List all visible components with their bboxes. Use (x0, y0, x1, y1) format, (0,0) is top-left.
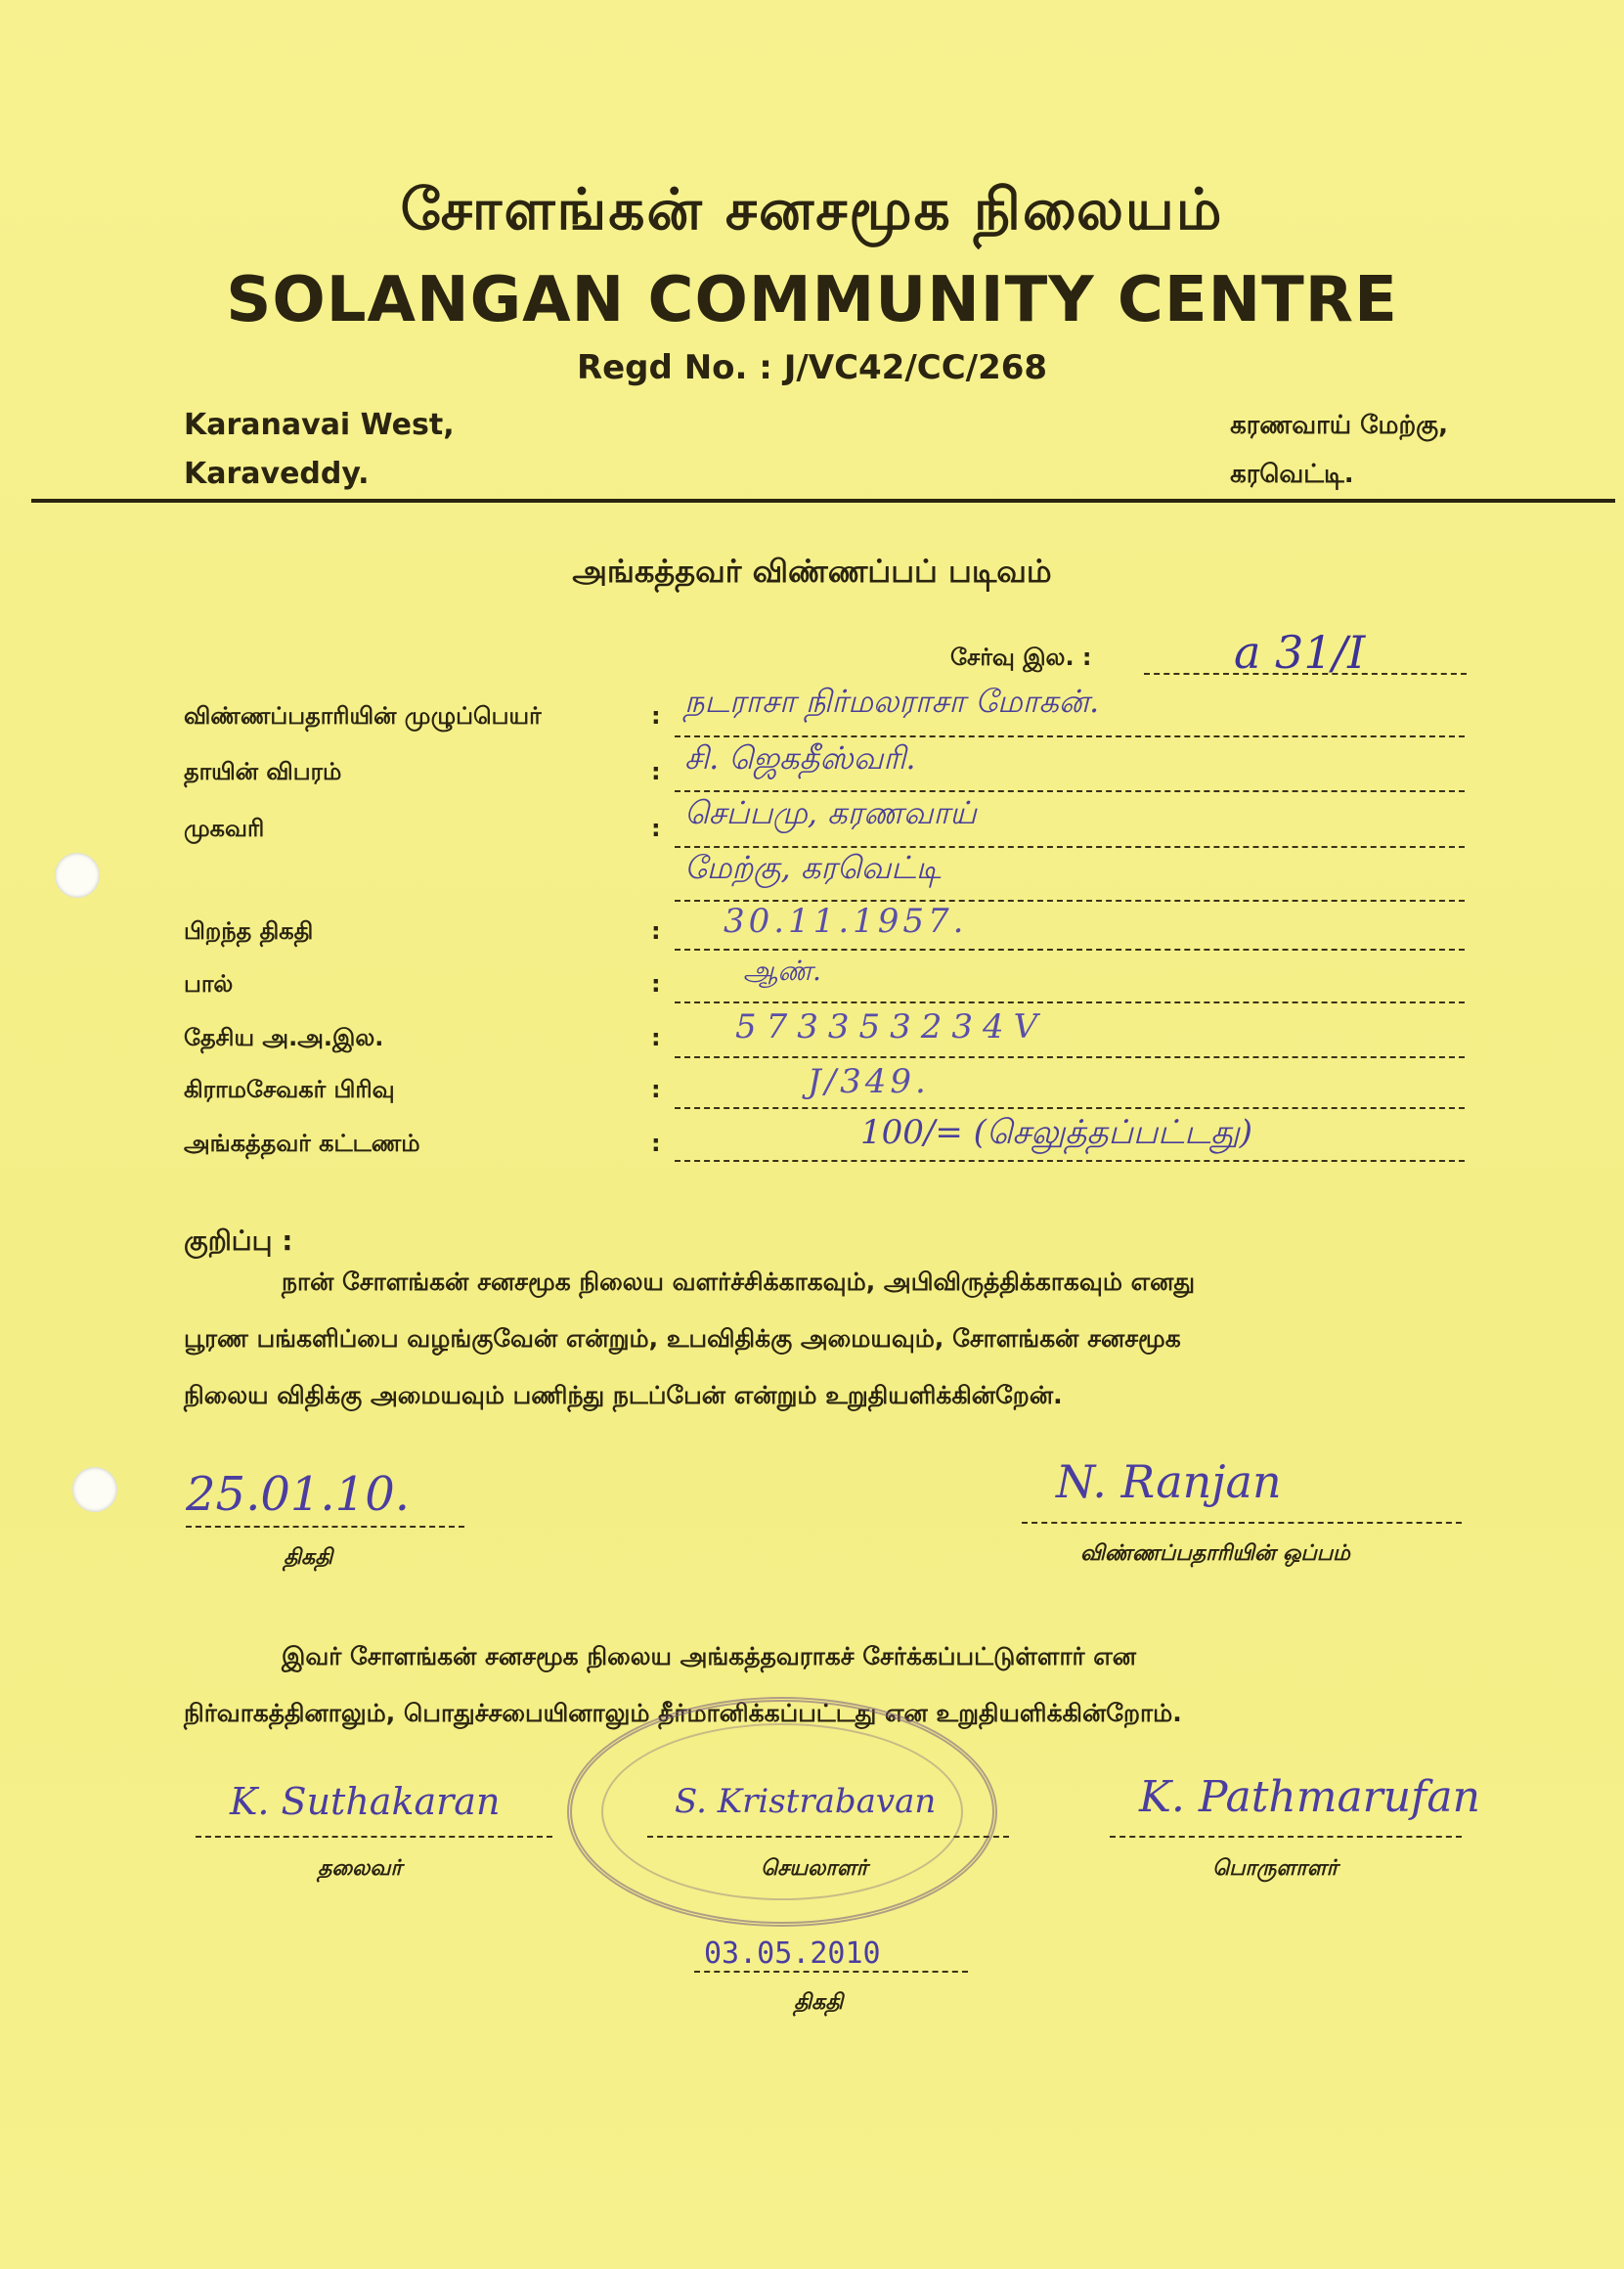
address-ta-line2: கரவெட்டி. (1230, 460, 1354, 489)
address-ta-line1: கரணவாய் மேற்கு, (1230, 411, 1448, 440)
punch-hole-bottom (72, 1467, 117, 1512)
field-line-dob (675, 949, 1465, 951)
approval-line-2: நிர்வாகத்தினாலும், பொதுச்சபையினாலும் தீர்மானிக்கப்பட்டது என உறுதியளிக்கின்றோம். (184, 1699, 1182, 1727)
field-line-fee (675, 1160, 1465, 1162)
field-label-fee: அங்கத்தவர் கட்டணம் (184, 1130, 420, 1157)
field-line-sex (675, 1001, 1465, 1003)
colon: : (651, 702, 661, 730)
colon: : (651, 1024, 661, 1051)
colon: : (651, 1076, 661, 1103)
field-label-nic: தேசிய அ.அ.இல. (184, 1024, 384, 1051)
colon: : (651, 917, 661, 945)
membership-no-label: சேர்வு இல. : (950, 644, 1092, 671)
punch-hole-top (55, 853, 100, 898)
field-value-nic: 573353234V (735, 1007, 1048, 1046)
applicant-signature: N. Ranjan (1056, 1455, 1282, 1508)
field-line-fullname (675, 735, 1465, 737)
field-value-dob: 30.11.1957. (724, 902, 968, 941)
field-value-sex: ஆண். (743, 955, 821, 987)
title-tamil: சோளங்கன் சனசமூக நிலையம் (400, 176, 1224, 243)
form-title: அங்கத்தவர் விண்ணப்பப் படிவம் (572, 553, 1052, 590)
field-value-gs-division: J/349. (808, 1062, 930, 1101)
field-line-gs-division (675, 1107, 1465, 1109)
field-label-address: முகவரி (184, 815, 265, 842)
membership-no-value: a 31/I (1234, 626, 1366, 679)
field-line-address-1 (675, 846, 1465, 848)
secretary-label: செயலாளர் (761, 1856, 868, 1881)
field-value-address-2: மேற்கு, கரவெட்டி (684, 849, 942, 886)
field-value-fee: 100/= (செலுத்தப்பட்டது) (860, 1113, 1252, 1152)
treasurer-signature: K. Pathmarufan (1139, 1772, 1480, 1822)
secretary-signature-line (647, 1836, 1009, 1838)
secretary-signature: S. Kristrabavan (675, 1782, 937, 1821)
field-value-mother: சி. ஜெகதீஸ்வரி. (684, 739, 916, 777)
treasurer-label: பொருளாளர் (1212, 1856, 1339, 1881)
president-signature-line (196, 1836, 552, 1838)
applicant-signature-line (1022, 1522, 1462, 1524)
approval-date-label: திகதி (794, 1990, 844, 2015)
header-divider (31, 499, 1615, 503)
field-value-fullname: நடராசா நிர்மலராசா மோகன். (684, 683, 1100, 720)
president-label: தலைவர் (318, 1856, 402, 1881)
registration-number: Regd No. : J/VC42/CC/268 (576, 348, 1048, 387)
field-label-mother: தாயின் விபரம் (184, 758, 342, 785)
field-line-nic (675, 1056, 1465, 1058)
treasurer-signature-line (1110, 1836, 1462, 1838)
address-tamil (1230, 401, 1448, 499)
approval-line-1: இவர் சோளங்கன் சனசமூக நிலைய அங்கத்தவராகச் சேர்க்கப்பட்டுள்ளார் என (282, 1642, 1137, 1670)
field-line-mother (675, 790, 1465, 792)
note-heading: குறிப்பு : (184, 1224, 293, 1257)
title-english: SOLANGAN COMMUNITY CENTRE (226, 264, 1398, 336)
colon: : (651, 970, 661, 998)
approval-date-value: 03.05.2010 (704, 1936, 881, 1971)
field-label-fullname: விண்ணப்பதாரியின் முழுப்பெயர் (184, 702, 542, 730)
note-line-3: நிலைய விதிக்கு அமையவும் பணிந்து நடப்பேன் என்றும் உறுதியளிக்கின்றேன். (184, 1381, 1063, 1409)
applicant-date-value: 25.01.10. (186, 1467, 411, 1522)
note-line-2: பூரண பங்களிப்பை வழங்குவேன் என்றும், உபவிதிக்கு அமையவும், சோளங்கன் சனசமூக (184, 1324, 1181, 1353)
field-value-address-1: செப்பமு, கரணவாய் (684, 794, 977, 831)
approval-date-line (694, 1971, 968, 1973)
field-label-dob: பிறந்த திகதி (184, 917, 314, 945)
colon: : (651, 758, 661, 785)
field-label-sex: பால் (184, 970, 234, 998)
president-signature: K. Suthakaran (230, 1780, 501, 1823)
applicant-date-label: திகதி (284, 1545, 333, 1570)
applicant-date-line (186, 1526, 464, 1528)
address-en-line1: Karanavai West, (184, 408, 455, 442)
address-english (184, 401, 455, 499)
applicant-signature-label: விண்ணப்பதாரியின் ஒப்பம் (1080, 1541, 1350, 1566)
field-label-gs-division: கிராமசேவகர் பிரிவு (184, 1076, 395, 1103)
note-line-1: நான் சோளங்கன் சனசமூக நிலைய வளர்ச்சிக்காகவும், அபிவிருத்திக்காகவும் எனது (282, 1268, 1196, 1296)
colon: : (651, 815, 661, 842)
address-en-line2: Karaveddy. (184, 457, 370, 491)
colon: : (651, 1130, 661, 1157)
